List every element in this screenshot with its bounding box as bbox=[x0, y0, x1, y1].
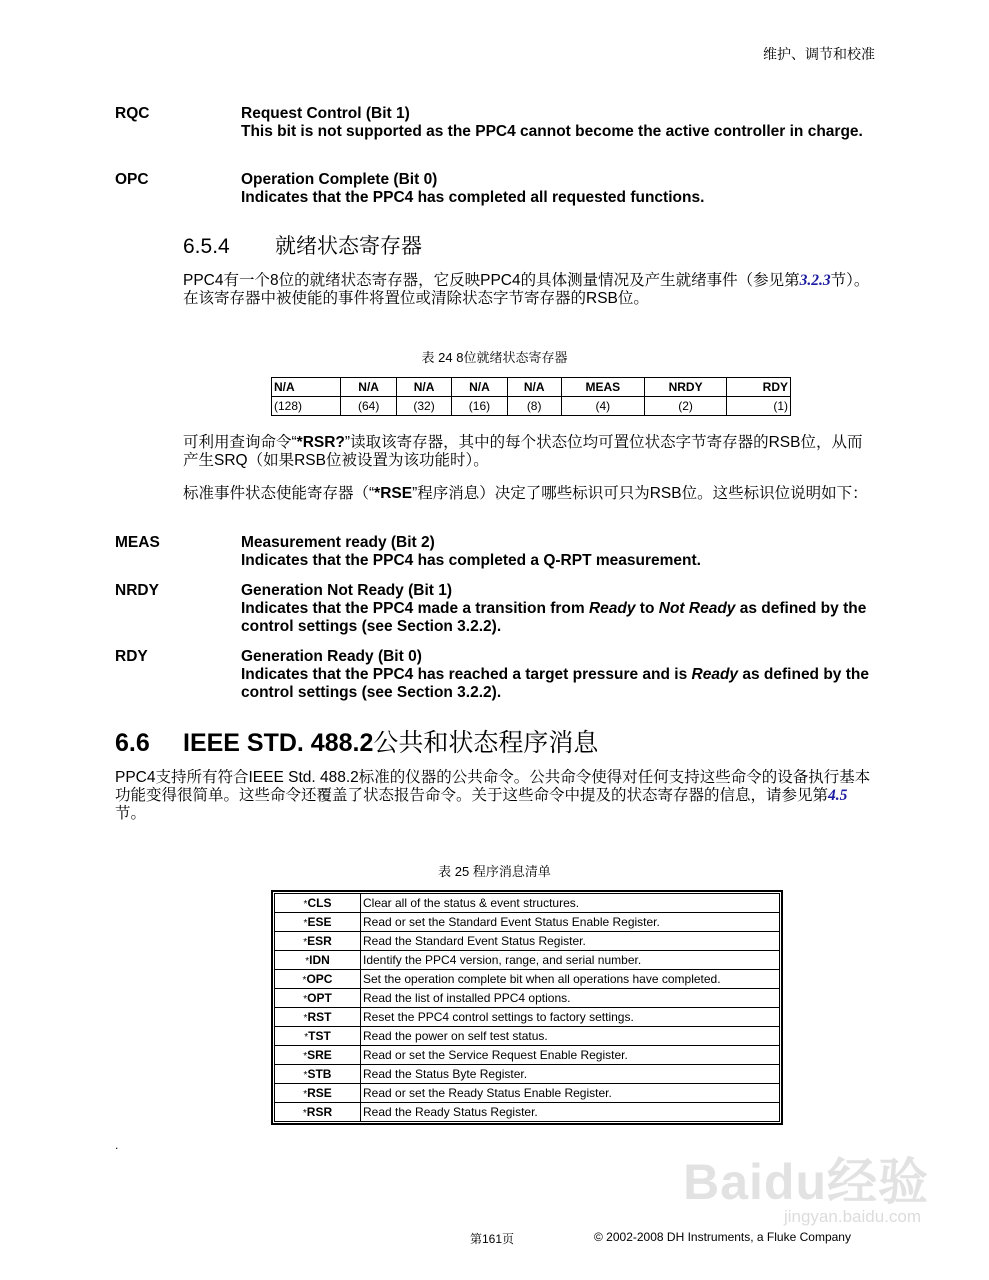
section-link-3-2-3[interactable]: 3.2.3 bbox=[799, 272, 831, 289]
program-message-table-frame bbox=[271, 890, 783, 1125]
description-cell: Read or set the Ready Status Enable Register. bbox=[361, 1084, 780, 1103]
table-row bbox=[275, 913, 780, 932]
value-cell: (2) bbox=[645, 397, 727, 416]
description-cell: Identify the PPC4 version, range, and serial number. bbox=[361, 951, 780, 970]
command-name: STB bbox=[307, 1067, 332, 1081]
asterisk-prefix: * bbox=[302, 1108, 307, 1119]
table-row bbox=[275, 951, 780, 970]
table-row bbox=[275, 1027, 780, 1046]
para-text: 标准事件状态使能寄存器（“ bbox=[183, 485, 375, 502]
command-name: SRE bbox=[307, 1048, 332, 1062]
table-row bbox=[275, 894, 780, 913]
watermark-logo: Baidu经验 bbox=[683, 1154, 929, 1210]
section-title-cn: 公共和状态程序消息 bbox=[373, 729, 599, 757]
value-cell: (4) bbox=[561, 397, 644, 416]
table-row bbox=[275, 1008, 780, 1027]
command-rse: *RSE bbox=[374, 485, 413, 502]
asterisk-prefix: * bbox=[303, 1013, 308, 1024]
command-name: TST bbox=[308, 1029, 331, 1043]
definition-desc: Indicates that the PPC4 has completed a Q-RPT measurement. bbox=[241, 552, 701, 569]
rsr-query-paragraph bbox=[183, 434, 873, 470]
ready-register-table bbox=[271, 377, 791, 416]
para-text: ”程序消息）决定了哪些标识可只为RSB位。这些标识位说明如下： bbox=[412, 485, 868, 502]
bit-cell: NRDY bbox=[645, 378, 727, 397]
asterisk-prefix: * bbox=[303, 1070, 308, 1081]
para-text: PPC4支持所有符合IEEE Std. 488.2标准的仪器的公共命令。公共命令使得对任何支持这些命令的设备执行基本功能变得很简单。这些命令还覆盖了状态报告命令。关于这些命令中提及的状态寄存器的信息，请参见第 bbox=[115, 769, 871, 804]
command-cell bbox=[275, 1046, 361, 1065]
table-row bbox=[275, 970, 780, 989]
description-cell: Read the Standard Event Status Register. bbox=[361, 932, 780, 951]
value-cell: (128) bbox=[272, 397, 341, 416]
command-cell bbox=[275, 989, 361, 1008]
table-25-caption: 表 25 程序消息清单 bbox=[438, 864, 551, 879]
definition-desc bbox=[241, 666, 875, 702]
command-cell bbox=[275, 1027, 361, 1046]
para-text: 节）。在该寄存器中被使能的事件将置位或清除状态字节寄存器的RSB位。 bbox=[183, 272, 870, 307]
description-cell: Clear all of the status & event structures. bbox=[361, 894, 780, 913]
command-cell bbox=[275, 913, 361, 932]
page-number: 第161页 bbox=[470, 1232, 515, 1246]
description-cell: Read the Status Byte Register. bbox=[361, 1065, 780, 1084]
asterisk-prefix: * bbox=[305, 956, 310, 967]
stray-dot: . bbox=[115, 1138, 119, 1152]
bit-cell: MEAS bbox=[561, 378, 644, 397]
table-row bbox=[275, 1046, 780, 1065]
section-heading-6-6 bbox=[115, 723, 598, 759]
para-text: 可利用查询命令“ bbox=[183, 434, 297, 451]
definition-desc bbox=[241, 600, 875, 636]
definition-term: NRDY bbox=[115, 582, 159, 599]
section-heading-6-5-4 bbox=[183, 230, 422, 260]
common-commands-paragraph bbox=[115, 769, 877, 823]
definition-term: MEAS bbox=[115, 534, 160, 551]
command-name: ESE bbox=[307, 915, 332, 929]
definition-term: OPC bbox=[115, 171, 149, 188]
definition-term: RDY bbox=[115, 648, 148, 665]
table-row bbox=[275, 989, 780, 1008]
asterisk-prefix: * bbox=[303, 937, 308, 948]
command-cell bbox=[275, 1103, 361, 1122]
description-cell: Read the power on self test status. bbox=[361, 1027, 780, 1046]
value-cell: (8) bbox=[507, 397, 561, 416]
description-cell: Read the list of installed PPC4 options. bbox=[361, 989, 780, 1008]
bit-cell: N/A bbox=[396, 378, 451, 397]
watermark-url: jingyan.baidu.com bbox=[783, 1207, 921, 1226]
asterisk-prefix: * bbox=[303, 899, 308, 910]
desc-text: Indicates that the PPC4 made a transition from bbox=[241, 600, 589, 617]
command-cell bbox=[275, 951, 361, 970]
asterisk-prefix: * bbox=[302, 975, 307, 986]
rse-paragraph bbox=[183, 485, 873, 503]
definition-opc bbox=[115, 171, 875, 207]
desc-text: as defined by the control settings (see Section 3.2.2). bbox=[241, 600, 867, 635]
bit-value-row bbox=[272, 397, 791, 416]
command-cell bbox=[275, 1065, 361, 1084]
definition-nrdy bbox=[115, 582, 875, 636]
description-cell: Read or set the Service Request Enable Register. bbox=[361, 1046, 780, 1065]
definition-desc: Indicates that the PPC4 has completed all requested functions. bbox=[241, 189, 705, 206]
section-number: 6.5.4 bbox=[183, 235, 230, 258]
value-cell: (32) bbox=[396, 397, 451, 416]
asterisk-prefix: * bbox=[303, 1089, 308, 1100]
definition-title: Operation Complete (Bit 0) bbox=[241, 171, 438, 188]
value-cell: (16) bbox=[452, 397, 507, 416]
command-cell bbox=[275, 932, 361, 951]
asterisk-prefix: * bbox=[303, 994, 308, 1005]
value-cell: (64) bbox=[341, 397, 396, 416]
table-24-caption: 表 24 8位就绪状态寄存器 bbox=[421, 350, 568, 365]
command-cell bbox=[275, 1084, 361, 1103]
command-name: CLS bbox=[307, 896, 332, 910]
command-cell bbox=[275, 894, 361, 913]
table-row bbox=[275, 1103, 780, 1122]
value-cell: (1) bbox=[727, 397, 791, 416]
description-cell: Read or set the Standard Event Status Enable Register. bbox=[361, 913, 780, 932]
definition-title: Measurement ready (Bit 2) bbox=[241, 534, 435, 551]
asterisk-prefix: * bbox=[304, 1032, 309, 1043]
desc-text: to bbox=[635, 600, 659, 617]
table-row bbox=[275, 932, 780, 951]
definition-title: Request Control (Bit 1) bbox=[241, 105, 410, 122]
bit-name-row bbox=[272, 378, 791, 397]
definition-rdy bbox=[115, 648, 875, 702]
definition-desc: This bit is not supported as the PPC4 cannot become the active controller in charge. bbox=[241, 123, 863, 140]
section-number: 6.6 bbox=[115, 729, 150, 757]
copyright: © 2002-2008 DH Instruments, a Fluke Company bbox=[594, 1230, 851, 1244]
command-name: OPC bbox=[306, 972, 333, 986]
table-row bbox=[275, 1084, 780, 1103]
definition-title: Generation Ready (Bit 0) bbox=[241, 648, 422, 665]
desc-emphasis: Ready bbox=[588, 600, 636, 617]
command-name: RSR bbox=[306, 1105, 333, 1119]
desc-emphasis: Not Ready bbox=[658, 600, 736, 617]
command-cell bbox=[275, 970, 361, 989]
bit-cell: N/A bbox=[507, 378, 561, 397]
command-name: IDN bbox=[309, 953, 330, 967]
command-name: OPT bbox=[307, 991, 332, 1005]
definition-rqc bbox=[115, 105, 875, 141]
description-cell: Reset the PPC4 control settings to factory settings. bbox=[361, 1008, 780, 1027]
para-text: 节。 bbox=[115, 805, 147, 822]
definition-term: RQC bbox=[115, 105, 150, 122]
asterisk-prefix: * bbox=[303, 918, 308, 929]
command-name: ESR bbox=[307, 934, 332, 948]
table-row bbox=[275, 1065, 780, 1084]
description-cell: Read the Ready Status Register. bbox=[361, 1103, 780, 1122]
desc-text: as defined by the control settings (see Section 3.2.2). bbox=[241, 666, 869, 701]
definition-meas bbox=[115, 534, 875, 570]
para-text: ”读取该寄存器，其中的每个状态位均可置位状态字节寄存器的RSB位，从而产生SRQ（如果RSB位被设置为该功能时）。 bbox=[183, 434, 863, 469]
command-name: RST bbox=[307, 1010, 332, 1024]
desc-text: Indicates that the PPC4 has reached a target pressure and is bbox=[241, 666, 692, 683]
running-header: 维护、调节和校准 bbox=[763, 46, 875, 62]
bit-cell: N/A bbox=[272, 378, 341, 397]
para-text: PPC4有一个8位的就绪状态寄存器，它反映PPC4的具体测量情况及产生就绪事件（参见第 bbox=[183, 272, 800, 289]
section-title-en: IEEE STD. 488.2 bbox=[183, 729, 374, 757]
desc-emphasis: Ready bbox=[691, 666, 739, 683]
section-link-4-5[interactable]: 4.5 bbox=[828, 787, 848, 804]
asterisk-prefix: * bbox=[303, 1051, 308, 1062]
description-cell: Set the operation complete bit when all operations have completed. bbox=[361, 970, 780, 989]
bit-cell: RDY bbox=[727, 378, 791, 397]
bit-cell: N/A bbox=[341, 378, 396, 397]
ready-register-intro bbox=[183, 272, 873, 308]
section-title: 就绪状态寄存器 bbox=[275, 235, 422, 258]
command-name: RSE bbox=[307, 1086, 332, 1100]
command-cell bbox=[275, 1008, 361, 1027]
definition-title: Generation Not Ready (Bit 1) bbox=[241, 582, 452, 599]
command-rsr: *RSR? bbox=[296, 434, 345, 451]
bit-cell: N/A bbox=[452, 378, 507, 397]
program-message-table bbox=[274, 893, 780, 1122]
